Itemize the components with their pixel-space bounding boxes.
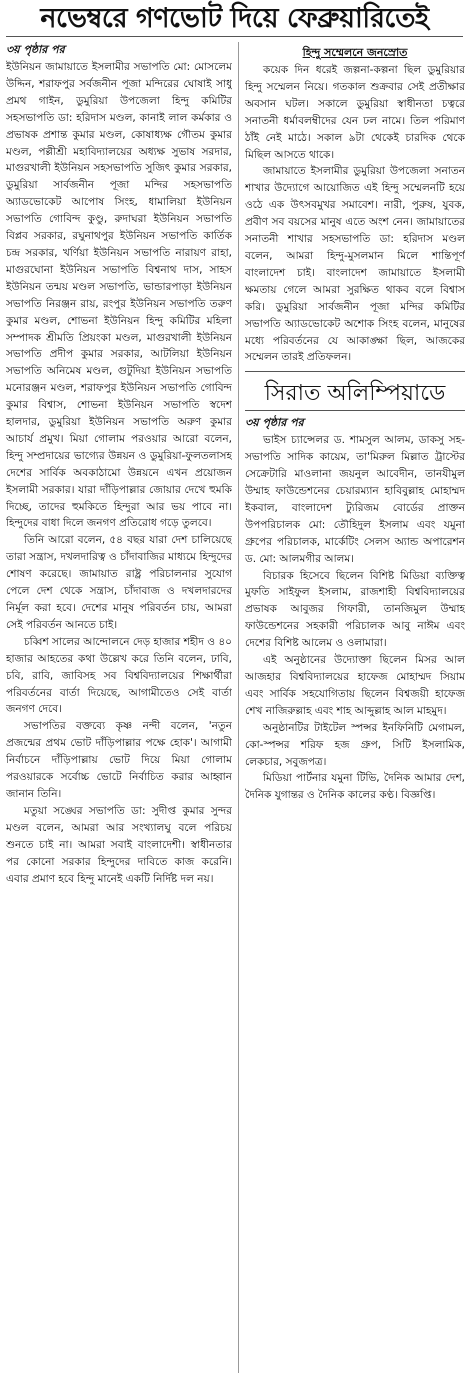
article1-paragraph-4: সভাপতির বক্তব্যে কৃষ্ণ নন্দী বলেন, 'নতুন প্রজন্মের প্রথম ভোট দাঁড়িপাল্লার পক্ষে হোক'। আগামী নির্বাচনে দাঁড়িপাল্লায় ভোট দিয়ে মিয়া গোলাম পরওয়ারকে সর্বোচ্চ ভোটে নির্বাচিত করার আহ্বান জানান তিনি। [6,720,232,800]
dateline-1: ৩য় পৃষ্ঠার পর [6,43,65,56]
article1-paragraph-6: কয়েক দিন ধরেই জল্পনা-কল্পনা ছিল ডুমুরিয়ার হিন্দু সম্মেলন নিয়ে। গতকাল শুক্রবার সেই প্রতীক্ষার অবসান ঘটল। সকালে ডুমুরিয়া স্বাধীনতা চত্বরে সনাতনী ধর্মাবলম্বীদের যেন ঢল নামে। তিল পরিমাণ ঠাঁই নেই মাঠে। সকাল ৯টা থেকেই চারদিক থেকে মিছিল আসতে থাকে। [245,64,465,161]
article1-paragraph-2: তিনি আরো বলেন, ৫৪ বছর যারা দেশ চালিয়েছে তারা সন্ত্রাস, দখলদারিত্ব ও চাঁদাবাজির মাধ্যমে হিন্দুদের শোষণ করেছে। জামায়াত রাষ্ট্র পরিচালনার সুযোগ পেলে দেশ থেকে সন্ত্রাস, চাঁদাবাজ ও দখলদারদের নির্মূল করা হবে। দেশের মানুষ পরিবর্তন চায়, আমরা সেই পরিবর্তন আনতে চাই। [6,534,232,631]
article2-paragraph-1: ভাইস চ্যান্সেলর ড. শামসুল আলম, ডাকসু সহ-সভাপতি সাদিক কায়েম, তা'মিরুল মিল্লাত ট্রাস্টের সেক্রেটারি মাওলানা জয়নুল আবেদীন, তানযীমুল উম্মাহ ফাউন্ডেশনের চেয়ারম্যান হাবিবুল্লাহ মোহাম্মদ ইকবাল, বাংলাদেশ ট্যুরিজম বোর্ডের প্রাক্তন উপপরিচালক মো: তৌহিদুল ইসলাম এবং যমুনা গ্রুপের পরিচালক, মার্কেটিং সেলস অ্যান্ড অপারেশন ড. মো: আলমগীর আলম। [245,434,465,565]
section-rule [245,371,465,372]
column-divider [238,42,239,1373]
article1-paragraph-5: মতুয়া সঙ্ঘের সভাপতি ডা: সুদীপ্ত কুমার সুন্দর মণ্ডল বলেন, আমরা আর সংখ্যালঘু বলে পরিচয় শুনতে চাই না। আমরা সবাই বাংলাদেশী। স্বাধীনতার পর কোনো সরকার হিন্দুদের দাবিতে কাজ করেনি। এবার প্রমাণ হবে হিন্দু মানেই একটি নির্দিষ্ট দল নয়। [6,804,232,885]
right-column [245,42,465,1373]
dateline-2: ৩য় পৃষ্ঠার পর [245,416,304,430]
subhead: হিন্দু সম্মেলনে জনস্রোত [302,46,408,59]
article2-paragraph-3: এই অনুষ্ঠানের উদ্যোক্তা ছিলেন মিসর আল আজহার বিশ্ববিদ্যালয়ের হাফেজ মোহাম্মদ সিয়াম এবং সার্বিক সহযোগিতায় ছিলেন বিশ্বজয়ী হাফেজ শেখ নাজিরুল্লাহ এবং শাহ আব্দুল্লাহ আল মাহমুদ। [245,654,465,717]
article1-paragraph-7: জামায়াতে ইসলামীর ডুমুরিয়া উপজেলা সনাতন শাখার উদ্যোগে আয়োজিত এই হিন্দু সম্মেলনটি হয়ে ওঠে এক উৎসবমুখর সমাবেশ। নারী, পুরুষ, যুবক, প্রবীণ সব বয়সের মানুষ এতে অংশ নেন। জামায়াতের সনাতনী শাখার সহসভাপতি ডা: হরিদাস মণ্ডল বলেন, আমরা হিন্দু-মুসলমান মিলে শান্তিপূর্ণ বাংলাদেশ চাই। বাংলাদেশ জামায়াতে ইসলামী ক্ষমতায় গেলে আমরা সুরক্ষিত থাকব বলে বিশ্বাস করি। ডুমুরিয়া সার্বজনীন পূজা মন্দির কমিটির সভাপতি অ্যাডভোকেট অশোক সিংহ বলেন, মানুষের মধ্যে পরিবর্তনের যে আকাঙ্ক্ষা ছিল, আজকের সম্মেলন তারই প্রতিফলন। [245,165,465,364]
article2-paragraph-4: অনুষ্ঠানটির টাইটেল স্পন্সর ইনফিনিটি মেগামল, কো-স্পন্সর শরিফ হজ গ্রুপ, সিটি ইসলামিক, লেকচার, সবুজপত্র। [245,721,465,768]
headline: নভেম্বরে গণভোট দিয়ে ফেব্রুয়ারিতেই [6,2,463,37]
left-column [6,42,232,1373]
article2-paragraph-2: বিচারক হিসেবে ছিলেন বিশিষ্ট মিডিয়া ব্যক্তিত্ব মুফতি সাইফুল ইসলাম, রাজশাহী বিশ্ববিদ্যালয়ের প্রভাষক আবুজর গিফারী, তানজিমুল উম্মাহ ফাউন্ডেশনের সহকারী পরিচালক আবু নাঈম এবং দেশের বিশিষ্ট আলেম ও ওলামারা। [245,569,465,650]
article2-headline: সিরাত অলিম্পিয়াডে [245,378,465,411]
article1-paragraph-3: চব্বিশ সালের আন্দোলনে দেড় হাজার শহীদ ও ৪০ হাজার আহতের কথা উল্লেখ করে তিনি বলেন, ঢাবি, চবি, রাবি, জাবিসহ সব বিশ্ববিদ্যালয়ের শিক্ষার্থীরা পরিবর্তনের বার্তা দিয়েছে, আগামীতেও সেই বার্তা জনগণ দেবে। [6,635,232,716]
article1-paragraph-1: ইউনিয়ন জামায়াতে ইসলামীর সভাপতি মো: মোসলেম উদ্দিন, শরাফপুর সর্বজনীন পূজা মন্দিরের ঘোষাই সাধু প্রমথ গাইন, ডুমুরিয়া উপজেলা হিন্দু কমিটির সহসভাপতি ডা: হরিদাস মণ্ডল, কানাই লাল কর্মকার ও প্রভাষক প্রশান্ত কুমার মণ্ডল, কোষাধ্যক্ষ গৌতম কুমার মণ্ডল, পল্লীশ্রী মহাবিদ্যালয়ের অধ্যক্ষ সুভাষ সরদার, মাগুরখালী ইউনিয়ন সহসভাপতি সুজিৎ কুমার সরকার, ডুমুরিয়া সার্বজনীন পূজা মন্দির সহসভাপতি অ্যাডভোকেট আপোষ সিংহ, ধামালিয়া ইউনিয়ন সভাপতি গোবিন্দ কুণ্ডু, রুদাঘরা ইউনিয়ন সভাপতি বিপ্লব সরকার, রঘুনাথপুর ইউনিয়ন সভাপতি কার্তিক চন্দ্র সরকার, খর্ণিয়া ইউনিয়ন সভাপতি নারায়ণ রাহা, মাগুরঘোনা ইউনিয়ন সভাপতি বিশ্বনাথ দাস, সাহস ইউনিয়ন তন্ময় মণ্ডল সভাপতি, ভান্ডারপাড়া ইউনিয়ন সভাপতি নিরঞ্জন রায়, রংপুর ইউনিয়ন সভাপতি তরুণ কুমার মণ্ডল, শোভনা ইউনিয়ন হিন্দু কমিটির মহিলা সম্পাদক শ্রীমতি প্রিয়ংকা মণ্ডল, মাগুরখালী ইউনিয়ন সভাপতি প্রদীপ কুমার সরকার, আটলিয়া ইউনিয়ন সভাপতি অনিমেষ মণ্ডল, গুটুদিয়া ইউনিয়ন সভাপতি মনোরঞ্জন মণ্ডল, শরাফপুর ইউনিয়ন সভাপতি গোবিন্দ কুমার বিশ্বাস, শোভনা ইউনিয়ন সভাপতি স্বদেশ হালদার, ডুমুরিয়া ইউনিয়ন সভাপতি অরুণ কুমার আচার্য প্রমুখ। মিয়া গোলাম পরওয়ার আরো বলেন, হিন্দু সম্প্রদায়ের ভাগ্যের উন্নয়ন ও ডুমুরিয়া-ফুলতলাসহ দেশের সার্বিক অবকাঠামো উন্নয়নে এখন প্রয়োজন ইসলামী সরকার। যারা দাঁড়িপাল্লার জোয়ার দেখে হুমকি দিচ্ছে, তাদের হুমকিতে হিন্দুরা আর ভয় পাবে না। হিন্দুদের বাধা দিলে জনগণ প্রতিরোধ গড়ে তুলবে। [6,61,232,530]
article2-paragraph-5: মিডিয়া পার্টনার যমুনা টিভি, দৈনিক আমার দেশ, দৈনিক যুগান্তর ও দৈনিক কালের কণ্ঠ। বিজ্ঞপ্তি। [245,772,465,802]
